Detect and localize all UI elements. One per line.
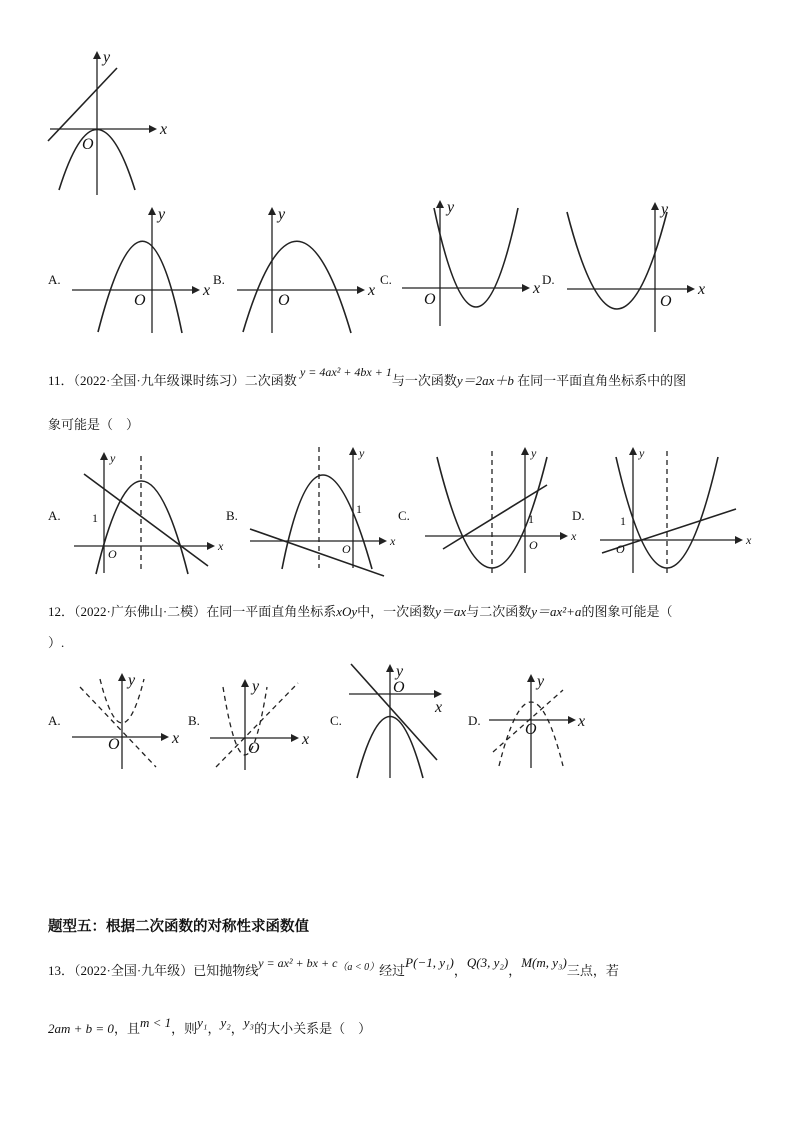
origin-label: O: [108, 736, 120, 753]
intercept-label: 1: [620, 514, 626, 528]
y3-symbol: y₃: [243, 1015, 255, 1030]
x-label: x: [571, 529, 577, 543]
q12-option-c-graph: [345, 660, 465, 782]
q11-number: 11．: [48, 373, 74, 388]
q11-option-a-graph: [72, 448, 222, 576]
q10-stem-graph: [45, 45, 175, 195]
parabola-graph: [434, 208, 518, 307]
x-label: x: [390, 534, 396, 548]
q13-stem-line1: [48, 955, 619, 979]
q12-stem-line2: ）.: [48, 635, 65, 650]
q11-option-b-label[interactable]: B.: [226, 508, 238, 523]
origin-label: O: [108, 547, 117, 561]
q13-function: y = ax² + bx + c: [258, 956, 338, 970]
line-graph: [80, 687, 156, 767]
q12-source: （2022·广东佛山·二模）: [74, 604, 207, 619]
q12-option-a-label[interactable]: A.: [48, 713, 61, 728]
point-q: Q(3, y₂): [466, 955, 509, 970]
q13-text: 已知抛物线: [193, 963, 259, 978]
y-arrow-icon: [436, 200, 444, 208]
y-label: y: [110, 451, 116, 465]
q12-option-b-label[interactable]: B.: [188, 713, 200, 728]
intercept-label: 1: [92, 511, 98, 525]
q13-equation: 2am + b = 0: [48, 1021, 114, 1036]
x-arrow-icon: [379, 537, 387, 545]
q13-source: （2022·全国·九年级）: [74, 963, 194, 978]
line-graph: [48, 68, 117, 141]
line-graph: [84, 474, 208, 566]
line-graph: [250, 529, 384, 576]
x-arrow-icon: [522, 284, 530, 292]
q12-option-a-graph: [70, 667, 190, 772]
y-arrow-icon: [629, 447, 637, 455]
q12-option-b-graph: [208, 675, 328, 775]
x-label: x: [160, 121, 168, 138]
parabola-graph: [243, 241, 351, 333]
y-arrow-icon: [93, 51, 101, 59]
x-arrow-icon: [161, 733, 169, 741]
q13-text: ，且: [113, 1021, 140, 1036]
x-arrow-icon: [735, 536, 743, 544]
section-heading: 题型五：根据二次函数的对称性求函数值: [48, 919, 309, 935]
q11-linear: y＝2ax＋b: [456, 373, 514, 388]
q12-text: 在同一平面直角坐标系: [206, 604, 337, 619]
q11-option-c-graph: [423, 443, 583, 583]
q12-text: 与二次函数: [466, 604, 532, 619]
intercept-label: 1: [528, 512, 534, 526]
y1-symbol: y₁: [197, 1015, 208, 1030]
y-label: y: [447, 199, 455, 216]
y-label: y: [128, 672, 136, 689]
y-label: y: [158, 206, 166, 223]
q10-option-d-graph: [565, 200, 715, 330]
q13-text: 三点，若: [566, 963, 619, 978]
y-label: y: [252, 678, 260, 695]
y-arrow-icon: [268, 207, 276, 215]
q12-linear: y＝ax: [435, 604, 467, 619]
q11-option-d-graph: [598, 443, 758, 583]
x-arrow-icon: [687, 285, 695, 293]
x-arrow-icon: [434, 690, 442, 698]
q10-option-a-label[interactable]: A.: [48, 272, 61, 287]
q12-stem-line1: [48, 601, 672, 620]
origin-label: O: [248, 740, 260, 757]
x-label: x: [172, 730, 180, 747]
x-label: x: [533, 280, 541, 297]
origin-label: O: [660, 293, 672, 310]
q11-quadratic: y = 4ax² + 4bx + 1: [299, 365, 392, 379]
x-label: x: [746, 533, 752, 547]
origin-label: O: [525, 721, 537, 738]
origin-label: O: [134, 292, 146, 309]
y-arrow-icon: [521, 447, 529, 455]
q13-text: 经过: [379, 963, 406, 978]
q13-text: ，: [508, 963, 522, 978]
q11-stem-line2: 象可能是（ ）: [48, 417, 140, 432]
q11-option-b-graph: [248, 443, 398, 583]
x-label: x: [203, 282, 211, 299]
q12-number: 12．: [48, 604, 75, 619]
y2-symbol: y₂: [220, 1015, 231, 1030]
y-arrow-icon: [241, 679, 249, 687]
origin-label: O: [393, 679, 405, 696]
x-label: x: [435, 699, 443, 716]
parabola-graph: [282, 475, 372, 569]
q11-option-d-label[interactable]: D.: [572, 508, 585, 523]
q12-option-d-graph: [485, 670, 595, 770]
q12-option-c-label[interactable]: C.: [330, 713, 342, 728]
q11-stem-line1: [48, 365, 687, 389]
origin-label: O: [342, 542, 351, 556]
point-m: M(m, y₃): [521, 955, 567, 970]
y-label: y: [396, 663, 404, 680]
y-label: y: [278, 206, 286, 223]
x-arrow-icon: [149, 125, 157, 133]
q11-text: 二次函数: [244, 373, 297, 388]
x-arrow-icon: [291, 734, 299, 742]
q12-option-d-label[interactable]: D.: [468, 713, 481, 728]
q13-inequality: m < 1: [139, 1015, 172, 1030]
q10-stem-figure: [45, 45, 175, 195]
x-arrow-icon: [560, 532, 568, 540]
origin-label: O: [82, 136, 94, 153]
y-label: y: [531, 446, 537, 460]
origin-label: O: [278, 292, 290, 309]
y-label: y: [661, 201, 669, 218]
x-label: x: [218, 539, 224, 553]
q10-option-c-label[interactable]: C.: [380, 272, 392, 287]
y-arrow-icon: [349, 447, 357, 455]
q13-text: ，: [230, 1021, 244, 1036]
origin-label: O: [529, 538, 538, 552]
origin-label: O: [424, 291, 436, 308]
parabola-graph: [98, 241, 182, 333]
x-arrow-icon: [568, 716, 576, 724]
q11-text: 与一次函数: [391, 373, 457, 388]
q13-number: 13．: [48, 963, 75, 978]
y-label: y: [639, 446, 645, 460]
y-arrow-icon: [527, 674, 535, 682]
q13-text: ，: [453, 963, 467, 978]
y-arrow-icon: [100, 452, 108, 460]
x-arrow-icon: [207, 542, 215, 550]
q13-text: 的大小关系是（ ）: [254, 1021, 372, 1036]
q10-option-b-graph: [235, 205, 385, 335]
q10-option-d-label[interactable]: D.: [542, 272, 555, 287]
q12-quadratic: y＝ax²+a: [531, 604, 582, 619]
q11-option-c-label[interactable]: C.: [398, 508, 410, 523]
q10-option-a-graph: [70, 205, 220, 335]
x-arrow-icon: [357, 286, 365, 294]
y-arrow-icon: [148, 207, 156, 215]
y-label: y: [359, 446, 365, 460]
q12-text: 中，一次函数: [357, 604, 436, 619]
q11-text: 在同一平面直角坐标系中的图: [517, 373, 687, 388]
q12-text: 的图象可能是（: [581, 604, 673, 619]
x-label: x: [578, 713, 586, 730]
y-arrow-icon: [118, 673, 126, 681]
y-label: y: [103, 49, 111, 66]
point-p: P(−1, y₁): [405, 955, 454, 970]
x-label: x: [302, 731, 310, 748]
x-label: x: [368, 282, 376, 299]
q13-text: ，: [207, 1021, 221, 1036]
q11-source: （2022·全国·九年级课时练习）: [73, 373, 245, 388]
x-label: x: [698, 281, 706, 298]
q12-coordinate-system: xOy: [336, 604, 358, 619]
y-label: y: [537, 673, 545, 690]
y-arrow-icon: [651, 202, 659, 210]
q13-condition: （a < 0）: [337, 962, 380, 973]
q13-text: ，则: [171, 1021, 198, 1036]
x-arrow-icon: [192, 286, 200, 294]
q10-option-c-graph: [400, 198, 550, 328]
y-arrow-icon: [386, 664, 394, 672]
parabola-graph: [567, 212, 667, 309]
origin-label: O: [616, 542, 625, 556]
q10-option-b-label[interactable]: B.: [213, 272, 225, 287]
q11-option-a-label[interactable]: A.: [48, 508, 61, 523]
q13-stem-line2: [48, 1015, 372, 1037]
intercept-label: 1: [356, 502, 362, 516]
